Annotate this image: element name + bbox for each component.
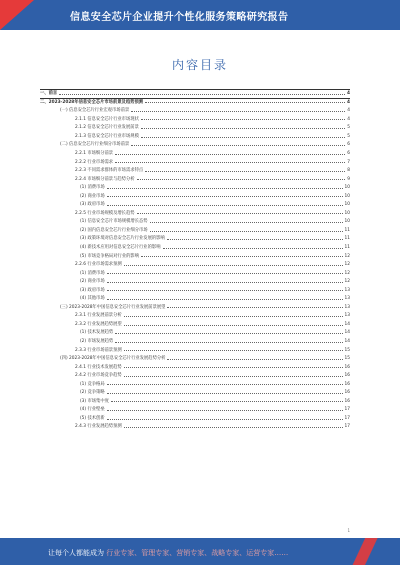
toc-entry[interactable] [40,227,350,236]
toc-leader-dots [107,299,343,300]
toc-entry-label: 2.3.1 行业发展前景分析 [75,313,122,319]
toc-entry[interactable] [40,329,350,338]
toc-leader-dots [115,333,342,334]
toc-leader-dots [107,410,343,411]
toc-entry-label: (3) 市场集中度 [80,398,109,404]
toc-entry-label: 2.2.5 行业市场规模及增长趋势 [75,210,135,216]
toc-entry-label: (2) 竞争策略 [80,390,105,396]
toc-leader-dots [107,384,343,385]
toc-entry-label: (5) 市场竞争格局对行业的影响 [80,253,140,259]
toc-leader-dots [107,393,343,394]
toc-entry-page: 12 [344,253,350,259]
toc-entry-label: (4) 行业壁垒 [80,407,105,413]
toc-leader-dots [124,427,343,428]
toc-entry[interactable] [40,372,350,381]
toc-leader-dots [124,265,343,266]
toc-entry-page: 14 [344,330,350,336]
toc-entry-page: 6 [347,150,350,156]
footer-swoosh [340,538,400,565]
page-number: 1 [347,528,350,533]
toc-leader-dots [107,419,343,420]
toc-entry-page: 5 [347,133,350,139]
toc-entry-page: 13 [344,304,350,310]
toc-leader-dots [124,350,343,351]
toc-leader-dots [167,359,342,360]
toc-leader-dots [115,154,345,155]
toc-entry-page: 13 [344,296,350,302]
toc-entry-page: 9 [347,176,350,182]
toc-leader-dots [137,179,346,180]
toc-leader-dots [124,376,343,377]
toc-entry-label: (4) 新技术应用对信息安全芯片行业的影响 [80,244,161,250]
toc-entry-page: 10 [344,185,350,191]
toc-entry-label: (5) 技术创新 [80,415,105,421]
toc-entry[interactable] [40,150,350,159]
toc-entry-label: 2.4.2 行业市场竞争趋势 [75,373,122,379]
toc-entry-label: 2.1.2 信息安全芯片行业发展前景 [75,125,139,131]
toc-entry-label: 2.2.2 行业市场需求 [75,159,114,165]
toc-entry-page: 15 [344,356,350,362]
toc-leader-dots [131,111,345,112]
toc-entry-page: 5 [347,125,350,131]
footer-banner [0,538,400,565]
toc-entry-page: 10 [344,210,350,216]
toc-entry[interactable] [40,295,350,304]
toc-entry[interactable] [40,398,350,407]
table-of-contents [40,90,350,432]
toc-entry[interactable] [40,141,350,150]
toc-leader-dots [107,188,343,189]
toc-entry-label: (2) 市场发展趋势 [80,338,114,344]
toc-leader-dots [124,316,343,317]
toc-entry[interactable] [40,287,350,296]
banner-accent [0,0,34,30]
toc-entry-label: (3) 政府市场 [80,202,105,208]
toc-leader-dots [111,401,343,402]
toc-entry[interactable] [40,355,350,364]
toc-leader-dots [141,256,343,257]
toc-entry[interactable] [40,99,350,108]
toc-entry[interactable] [40,389,350,398]
toc-entry[interactable] [40,184,350,193]
toc-entry-page: 17 [344,407,350,413]
toc-entry-page: 10 [344,193,350,199]
toc-entry[interactable] [40,423,350,432]
footer-lead: 让每个人都能成为 [48,549,104,557]
toc-entry-page: 11 [344,227,350,233]
toc-leader-dots [163,248,343,249]
toc-entry[interactable] [40,193,350,202]
toc-entry-page: 4 [347,91,350,97]
toc-entry-label: (2) 商业市场 [80,279,105,285]
toc-entry-label: (四) 2023-2028年中国信息安全芯片行业发展趋势分析 [60,356,166,362]
toc-entry-page: 4 [347,99,350,105]
footer-slogan [48,548,288,558]
toc-leader-dots [107,290,343,291]
toc-entry-page: 12 [344,279,350,285]
toc-entry[interactable] [40,90,350,99]
toc-entry-page: 11 [344,244,350,250]
toc-entry[interactable] [40,107,350,116]
toc-leader-dots [59,94,345,95]
toc-title: 内容目录 [171,58,228,72]
toc-entry-page: 16 [344,364,350,370]
toc-entry-label: (3) 政策环境对信息安全芯片行业发展的影响 [80,236,165,242]
toc-leader-dots [145,102,345,103]
toc-entry-label: 2.4.1 行业技术发展趋势 [75,364,122,370]
toc-entry-page: 16 [344,381,350,387]
toc-entry[interactable] [40,175,350,184]
toc-leader-dots [124,367,343,368]
report-title: 信息安全芯片企业提升个性化服务策略研究报告 [70,12,289,23]
toc-entry[interactable] [40,116,350,125]
toc-entry[interactable] [40,304,350,313]
toc-entry-label: 2.2.3 不同需求群体的市场需求特点 [75,168,144,174]
toc-entry[interactable] [40,381,350,390]
toc-entry-page: 7 [347,159,350,165]
toc-entry[interactable] [40,235,350,244]
toc-entry-page: 10 [344,202,350,208]
toc-entry-page: 8 [347,168,350,174]
toc-leader-dots [141,128,345,129]
toc-entry-page: 11 [344,236,350,242]
toc-entry-page: 14 [344,338,350,344]
toc-entry[interactable] [40,158,350,167]
toc-entry-label: 2.1.1 信息安全芯片行业市场现状 [75,116,139,122]
toc-entry-label: 2.1.3 信息安全芯片行业市场规模 [75,133,139,139]
toc-entry[interactable] [40,210,350,219]
toc-entry[interactable] [40,321,350,330]
toc-leader-dots [167,307,342,308]
toc-entry-label: 一、前言 [40,91,58,97]
toc-entry-label: (1) 消费市场 [80,270,105,276]
toc-leader-dots [107,282,343,283]
toc-leader-dots [107,205,343,206]
toc-entry-page: 12 [344,270,350,276]
toc-entry[interactable] [40,312,350,321]
toc-entry-page: 10 [344,219,350,225]
toc-entry[interactable] [40,133,350,142]
toc-entry-label: (1) 技术发展趋势 [80,330,114,336]
toc-entry-page: 6 [347,142,350,148]
toc-leader-dots [124,325,343,326]
toc-leader-dots [141,137,345,138]
toc-entry-label: (1) 消费市场 [80,185,105,191]
toc-entry-label: (2) 国内信息安全芯片行业细分市场 [80,227,148,233]
toc-leader-dots [115,162,345,163]
footer-tail: 行业专家、管理专家、营销专家、战略专家、运营专家…… [106,549,289,557]
toc-entry-page: 17 [344,424,350,430]
toc-entry-label: (3) 政府市场 [80,287,105,293]
toc-entry-label: 二、2023-2028年信息安全芯片市场前景及趋势预测 [40,99,144,105]
toc-entry-label: 2.3.2 行业发展趋势展望 [75,321,122,327]
toc-entry[interactable] [40,124,350,133]
toc-entry-page: 13 [344,287,350,293]
toc-leader-dots [137,213,343,214]
toc-entry[interactable] [40,269,350,278]
toc-entry-page: 15 [344,347,350,353]
toc-entry[interactable] [40,415,350,424]
toc-leader-dots [107,196,343,197]
toc-entry[interactable] [40,406,350,415]
toc-entry-label: 2.4.3 行业发展趋势预测 [75,424,122,430]
toc-entry-page: 4 [347,116,350,122]
toc-entry[interactable] [40,167,350,176]
toc-entry-label: (1) 信息安全芯片市场规模增长态势 [80,219,148,225]
toc-entry[interactable] [40,364,350,373]
toc-entry-label: (二) 信息安全芯片行业细分市场前景 [60,142,130,148]
toc-leader-dots [150,222,343,223]
toc-leader-dots [167,239,343,240]
toc-entry-page: 16 [344,373,350,379]
toc-leader-dots [107,273,343,274]
toc-entry-label: 2.3.3 行业市场前景预测 [75,347,122,353]
toc-entry-label: 2.2.6 行业市场需求预测 [75,262,122,268]
toc-entry-label: 2.2.4 市场细分前景与趋势分析 [75,176,135,182]
toc-entry-label: 2.2.1 市场细分前景 [75,150,114,156]
toc-entry-page: 13 [344,313,350,319]
toc-entry[interactable] [40,218,350,227]
toc-entry-label: (一) 信息安全芯片行业宏观市场前景 [60,108,130,114]
toc-entry-page: 4 [347,108,350,114]
toc-entry[interactable] [40,244,350,253]
toc-entry[interactable] [40,338,350,347]
toc-entry-page: 14 [344,321,350,327]
toc-entry[interactable] [40,252,350,261]
toc-leader-dots [115,342,342,343]
toc-leader-dots [141,119,345,120]
toc-leader-dots [131,145,345,146]
toc-entry[interactable] [40,346,350,355]
toc-entry[interactable] [40,278,350,287]
toc-entry-page: 17 [344,415,350,421]
toc-entry-label: (2) 商业市场 [80,193,105,199]
toc-entry[interactable] [40,261,350,270]
toc-entry-page: 12 [344,262,350,268]
toc-entry-page: 16 [344,390,350,396]
toc-leader-dots [150,231,343,232]
header-banner [0,0,400,30]
toc-entry[interactable] [40,201,350,210]
toc-leader-dots [145,171,345,172]
toc-entry-label: (4) 其他市场 [80,296,105,302]
toc-entry-label: (1) 竞争格局 [80,381,105,387]
toc-entry-label: (三) 2023-2028年中国信息安全芯片行业发展前景展望 [60,304,166,310]
toc-entry-page: 16 [344,398,350,404]
